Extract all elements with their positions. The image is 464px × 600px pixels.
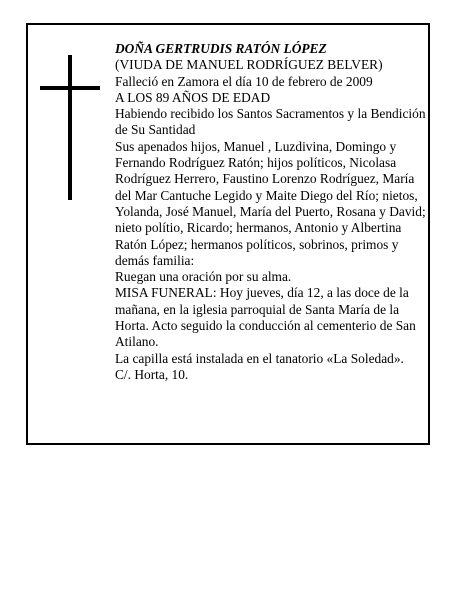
cross-icon (40, 55, 100, 200)
notice-text (115, 41, 427, 383)
obituary-notice (26, 23, 430, 445)
address-line: C/. Horta, 10. (115, 366, 189, 382)
prayer-line: Ruegan una oración por su alma. (115, 269, 292, 285)
deceased-name: DOÑA GERTRUDIS RATÓN LÓPEZ (115, 41, 327, 56)
chapel-line: La capilla está instalada en el tanatorio «La Soledad». (115, 350, 404, 366)
funeral-paragraph: MISA FUNERAL: Hoy jueves, día 12, a las doce de la mañana, en la iglesia parroquial de Santa María de la Horta. Acto seguido la conducción al cementerio de San Atilano. (115, 285, 416, 350)
death-line: Falleció en Zamora el día 10 de febrero de 2009 (115, 73, 373, 89)
cross-horizontal-bar (40, 86, 100, 90)
cross-vertical-bar (68, 55, 72, 200)
family-paragraph: Sus apenados hijos, Manuel , Luzdivina, Domingo y Fernando Rodríguez Ratón; hijos políticos, Nicolasa Rodríguez Herrero, Faustino Lorenzo Rodríguez, María del Mar Cantuche Legido y Maite Diego del Río; nietos, Yolanda, José Manuel, María del Puerto, Rosana y David; nieto polítio, Ricardo; hermanos, Antonio y Albertina Ratón López; hermanos políticos, sobrinos, primos y demás familia: (115, 138, 426, 268)
widow-of-line: (VIUDA DE MANUEL RODRÍGUEZ BELVER) (115, 57, 383, 73)
age-line: A LOS 89 AÑOS DE EDAD (115, 89, 271, 105)
sacraments-line: Habiendo recibido los Santos Sacramentos y la Bendición de Su Santidad (115, 106, 426, 138)
